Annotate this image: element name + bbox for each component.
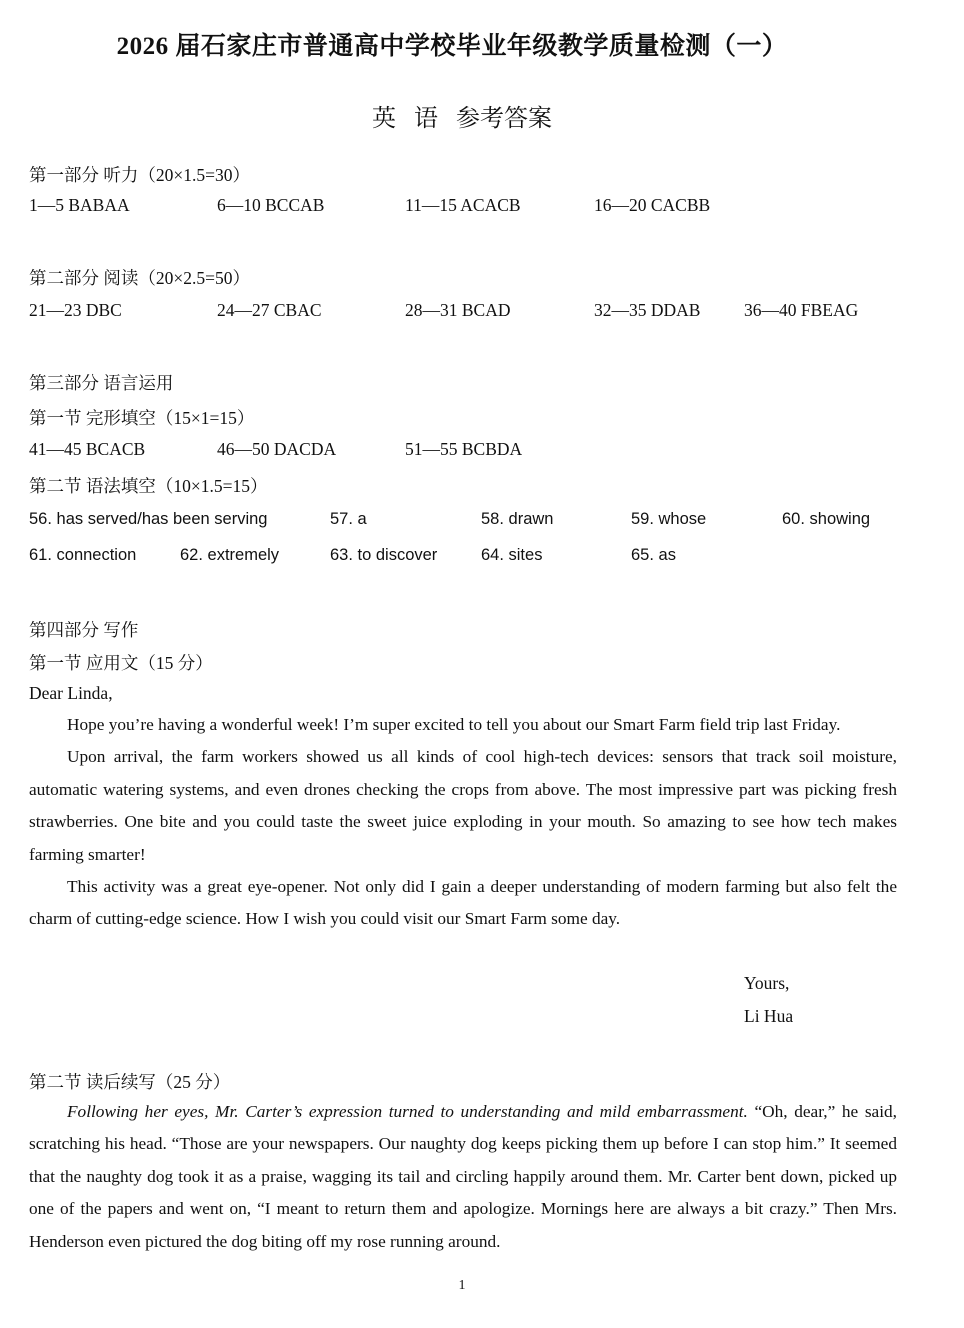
- grammar-answer-58: 58. drawn: [481, 510, 554, 528]
- part3-answer-2: 46—50 DACDA: [217, 439, 337, 459]
- continuation-body: “Oh, dear,” he said, scratching his head. “Those are your newspapers. Our naughty dog keeps picking them up before I can stop him.” It seemed that the naughty dog took it as a praise, wagging its tail and circling happily around them. Mr. Carter bent down, picked up one of the papers and went on, “I meant to return them and apologize. Mornings here are always a bit crazy.” Then Mrs. Henderson even pictured the dog biting off my rose running around.: [29, 1102, 897, 1251]
- grammar-answer-56: 56. has served/has been serving: [29, 510, 268, 528]
- grammar-answer-64: 64. sites: [481, 546, 543, 564]
- part2-answer-1: 21—23 DBC: [29, 300, 122, 320]
- part1-answer-1: 1—5 BABAA: [29, 195, 130, 215]
- part3-section1-heading: 第一节 完形填空（15×1=15）: [29, 408, 255, 428]
- grammar-answer-60: 60. showing: [782, 510, 871, 528]
- part2-answer-5: 36—40 FBEAG: [744, 300, 859, 320]
- part2-answer-4: 32—35 DDAB: [594, 300, 701, 320]
- grammar-answer-59: 59. whose: [631, 510, 707, 528]
- continuation-lead-sentence: Following her eyes, Mr. Carter’s expression turned to understanding and mild embarrassment.: [67, 1102, 748, 1121]
- letter-body: [29, 709, 897, 936]
- grammar-answer-57: 57. a: [330, 510, 367, 528]
- part3-section2-heading: 第二节 语法填空（10×1.5=15）: [29, 476, 268, 496]
- part1-answer-2: 6—10 BCCAB: [217, 195, 325, 215]
- letter-signature: Li Hua: [744, 1006, 794, 1026]
- part4-section1-heading: 第一节 应用文（15 分）: [29, 653, 213, 673]
- letter-paragraph-2: Upon arrival, the farm workers showed us all kinds of cool high-tech devices: sensors that track soil moisture, automatic watering systems, and even drones checking the crops from above. The most impressive part was picking fresh strawberries. One bite and you could taste the sweet juice exploding in your mouth. So amazing to see how tech makes farming smarter!: [29, 747, 897, 864]
- part4-section2-heading: 第二节 读后续写（25 分）: [29, 1072, 231, 1092]
- continuation-paragraph: [29, 1096, 897, 1258]
- grammar-answer-63: 63. to discover: [330, 546, 438, 564]
- letter-paragraph-3: This activity was a great eye-opener. Not only did I gain a deeper understanding of modern farming but also felt the charm of cutting-edge science. How I wish you could visit our Smart Farm some day.: [29, 877, 897, 929]
- continuation-writing: [29, 1096, 897, 1258]
- part2-answer-3: 28—31 BCAD: [405, 300, 511, 320]
- part4-heading: 第四部分 写作: [29, 620, 139, 640]
- document-subtitle: 英 语 参考答案: [372, 106, 552, 132]
- letter-greeting: Dear Linda,: [29, 683, 113, 703]
- page-number: 1: [458, 1278, 466, 1293]
- grammar-answer-62: 62. extremely: [180, 546, 280, 564]
- part3-answer-3: 51—55 BCBDA: [405, 439, 523, 459]
- part2-answer-2: 24—27 CBAC: [217, 300, 322, 320]
- part1-answer-4: 16—20 CACBB: [594, 195, 711, 215]
- part1-answer-3: 11—15 ACACB: [405, 195, 521, 215]
- document-title: 2026 届石家庄市普通高中学校毕业年级教学质量检测（一）: [116, 33, 788, 60]
- part2-heading: 第二部分 阅读（20×2.5=50）: [29, 268, 250, 288]
- part3-heading: 第三部分 语言运用: [29, 373, 174, 393]
- grammar-answer-61: 61. connection: [29, 546, 137, 564]
- letter-closing: Yours,: [744, 973, 790, 993]
- part1-heading: 第一部分 听力（20×1.5=30）: [29, 165, 250, 185]
- part3-answer-1: 41—45 BCACB: [29, 439, 146, 459]
- letter-paragraph-1: Hope you’re having a wonderful week! I’m super excited to tell you about our Smart Farm field trip last Friday.: [67, 715, 841, 734]
- grammar-answer-65: 65. as: [631, 546, 676, 564]
